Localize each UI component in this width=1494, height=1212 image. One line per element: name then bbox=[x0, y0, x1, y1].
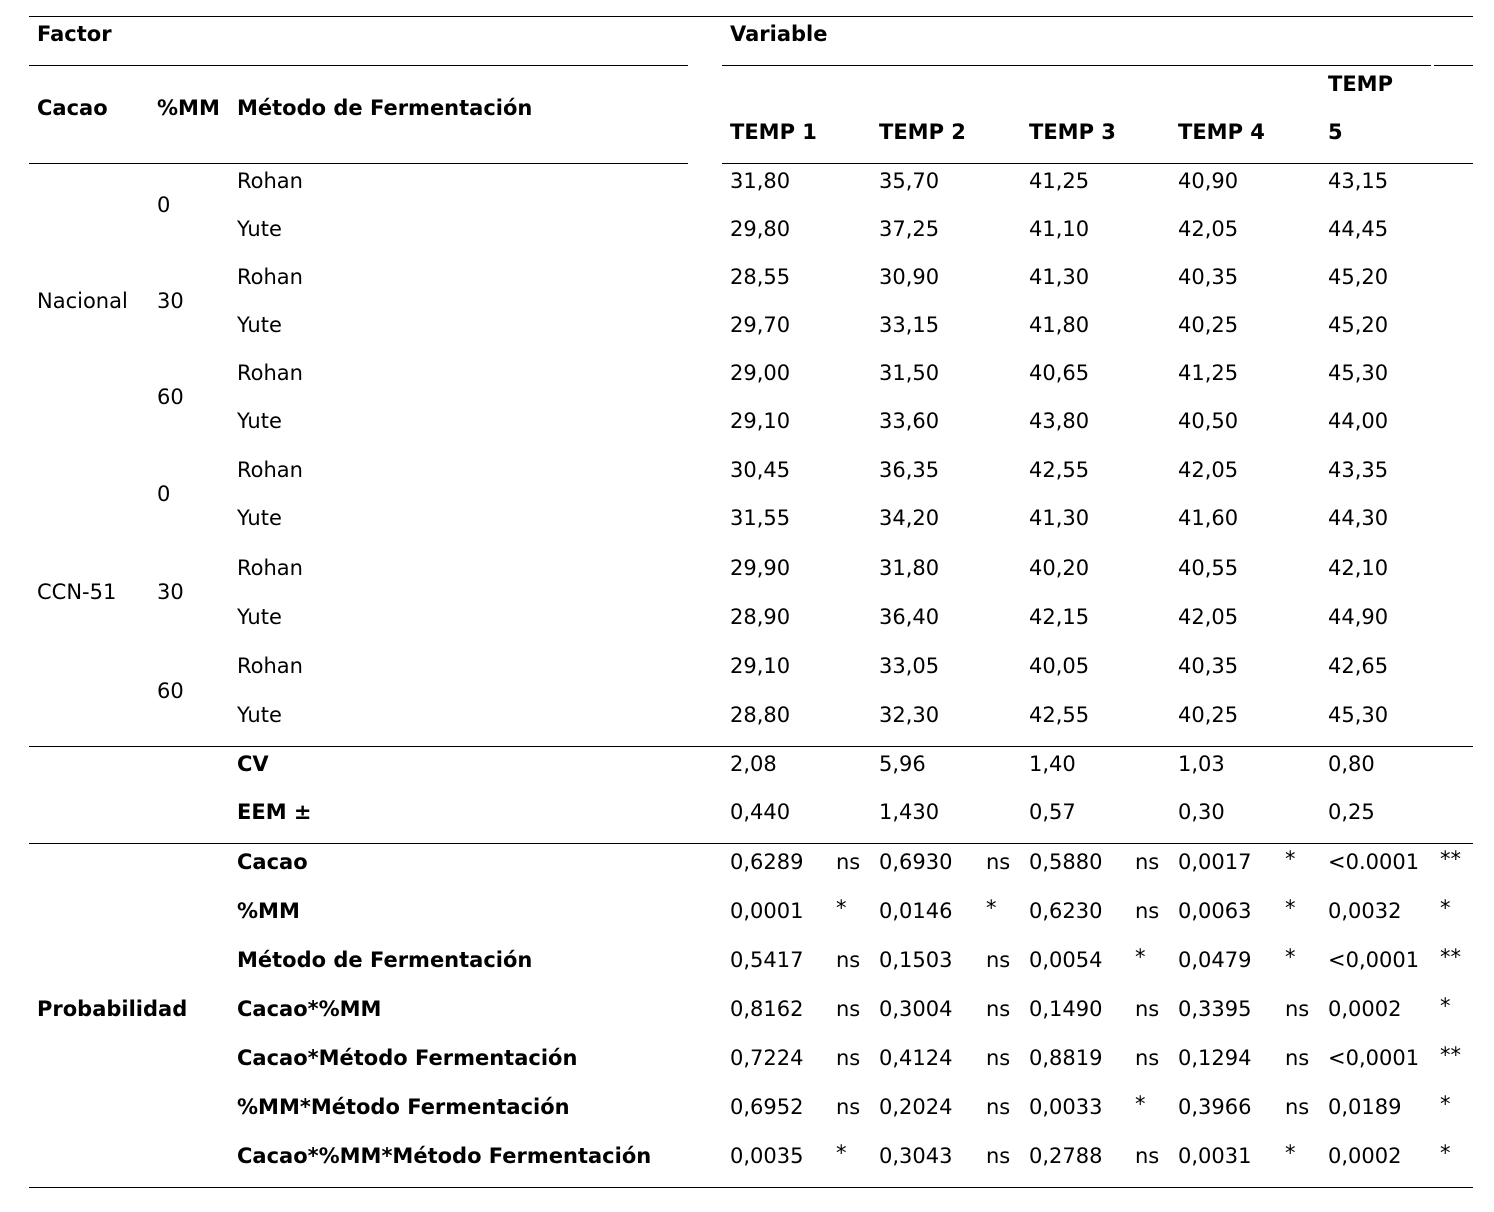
row-value: 33,15 bbox=[879, 313, 940, 337]
rule-factor bbox=[29, 65, 688, 66]
prob-significance: ns bbox=[1135, 850, 1160, 874]
row-value: 42,05 bbox=[1178, 217, 1239, 241]
row-value: 31,80 bbox=[730, 169, 791, 193]
prob-significance: * bbox=[1135, 945, 1146, 969]
prob-label: Método de Fermentación bbox=[237, 948, 533, 972]
prob-label: %MM bbox=[237, 899, 300, 923]
row-value: 28,80 bbox=[730, 703, 791, 727]
row-value: 44,30 bbox=[1328, 506, 1389, 530]
row-value: 41,25 bbox=[1029, 169, 1090, 193]
prob-label: Cacao*%MM*Método Fermentación bbox=[237, 1144, 652, 1168]
prob-value: 0,6230 bbox=[1029, 899, 1103, 923]
header-variable: Variable bbox=[730, 22, 828, 46]
row-method: Rohan bbox=[237, 556, 303, 580]
row-value: 42,55 bbox=[1029, 458, 1090, 482]
stat-value: 5,96 bbox=[879, 752, 926, 776]
prob-label: Cacao*Método Fermentación bbox=[237, 1046, 578, 1070]
prob-significance: ** bbox=[1440, 847, 1461, 871]
group-level: 0 bbox=[157, 482, 171, 506]
prob-significance: ns bbox=[1285, 1046, 1310, 1070]
prob-value: 0,0017 bbox=[1178, 850, 1252, 874]
prob-label: Cacao*%MM bbox=[237, 997, 382, 1021]
prob-significance: ns bbox=[1285, 1095, 1310, 1119]
prob-value: 0,5880 bbox=[1029, 850, 1103, 874]
prob-significance: * bbox=[836, 896, 847, 920]
row-value: 31,55 bbox=[730, 506, 791, 530]
rule-variable-end bbox=[1434, 65, 1473, 66]
group-level: 60 bbox=[157, 679, 184, 703]
prob-value: 0,5417 bbox=[730, 948, 804, 972]
row-value: 30,90 bbox=[879, 265, 940, 289]
row-method: Yute bbox=[237, 217, 282, 241]
row-value: 41,30 bbox=[1029, 506, 1090, 530]
rule-data-end bbox=[29, 746, 1473, 747]
group-level: 0 bbox=[157, 193, 171, 217]
prob-significance: ns bbox=[986, 1046, 1011, 1070]
header-metodo: Método de Fermentación bbox=[237, 96, 533, 120]
prob-value: 0,8819 bbox=[1029, 1046, 1103, 1070]
prob-significance: ns bbox=[986, 1095, 1011, 1119]
row-method: Yute bbox=[237, 605, 282, 629]
prob-value: 0,3043 bbox=[879, 1144, 953, 1168]
row-value: 40,90 bbox=[1178, 169, 1239, 193]
prob-value: 0,3395 bbox=[1178, 997, 1252, 1021]
row-value: 43,15 bbox=[1328, 169, 1389, 193]
row-value: 42,15 bbox=[1029, 605, 1090, 629]
prob-significance: * bbox=[836, 1141, 847, 1165]
row-value: 41,10 bbox=[1029, 217, 1090, 241]
row-value: 45,30 bbox=[1328, 703, 1389, 727]
prob-significance: ns bbox=[836, 850, 861, 874]
row-value: 40,35 bbox=[1178, 265, 1239, 289]
row-value: 40,65 bbox=[1029, 361, 1090, 385]
row-method: Yute bbox=[237, 409, 282, 433]
prob-value: 0,8162 bbox=[730, 997, 804, 1021]
row-value: 28,55 bbox=[730, 265, 791, 289]
row-value: 29,10 bbox=[730, 409, 791, 433]
rule-stats-end bbox=[29, 843, 1473, 844]
prob-value: 0,0146 bbox=[879, 899, 953, 923]
prob-significance: ns bbox=[836, 1095, 861, 1119]
row-value: 40,50 bbox=[1178, 409, 1239, 433]
prob-value: 0,3966 bbox=[1178, 1095, 1252, 1119]
prob-value: 0,0054 bbox=[1029, 948, 1103, 972]
row-value: 44,00 bbox=[1328, 409, 1389, 433]
row-value: 45,20 bbox=[1328, 265, 1389, 289]
prob-value: 0,0031 bbox=[1178, 1144, 1252, 1168]
row-method: Yute bbox=[237, 703, 282, 727]
prob-value: 0,0002 bbox=[1328, 997, 1402, 1021]
row-value: 42,10 bbox=[1328, 556, 1389, 580]
header-temp1: TEMP 1 bbox=[730, 120, 817, 144]
row-value: 40,20 bbox=[1029, 556, 1090, 580]
prob-significance: * bbox=[1440, 1141, 1451, 1165]
row-method: Rohan bbox=[237, 361, 303, 385]
row-value: 41,60 bbox=[1178, 506, 1239, 530]
header-cacao: Cacao bbox=[37, 96, 108, 120]
prob-value: 0,0033 bbox=[1029, 1095, 1103, 1119]
row-method: Rohan bbox=[237, 169, 303, 193]
row-value: 44,90 bbox=[1328, 605, 1389, 629]
header-temp3: TEMP 3 bbox=[1029, 120, 1116, 144]
prob-significance: ns bbox=[1135, 1046, 1160, 1070]
rule-variable bbox=[722, 65, 1431, 66]
row-value: 40,05 bbox=[1029, 654, 1090, 678]
row-value: 35,70 bbox=[879, 169, 940, 193]
rule-top bbox=[29, 16, 1473, 17]
row-value: 30,45 bbox=[730, 458, 791, 482]
row-value: 33,05 bbox=[879, 654, 940, 678]
prob-value: 0,1503 bbox=[879, 948, 953, 972]
row-value: 29,80 bbox=[730, 217, 791, 241]
prob-significance: ** bbox=[1440, 1043, 1461, 1067]
row-method: Rohan bbox=[237, 265, 303, 289]
prob-significance: * bbox=[1285, 847, 1296, 871]
header-factor: Factor bbox=[37, 22, 112, 46]
prob-value: 0,1294 bbox=[1178, 1046, 1252, 1070]
row-value: 43,35 bbox=[1328, 458, 1389, 482]
row-value: 29,90 bbox=[730, 556, 791, 580]
prob-significance: * bbox=[1285, 896, 1296, 920]
prob-label: %MM*Método Fermentación bbox=[237, 1095, 570, 1119]
group-level: 30 bbox=[157, 580, 184, 604]
prob-significance: ns bbox=[1135, 997, 1160, 1021]
stat-value: 0,25 bbox=[1328, 800, 1375, 824]
prob-significance: ns bbox=[1135, 899, 1160, 923]
group-level: 60 bbox=[157, 385, 184, 409]
prob-value: 0,0001 bbox=[730, 899, 804, 923]
stat-value: 0,30 bbox=[1178, 800, 1225, 824]
prob-significance: ns bbox=[836, 997, 861, 1021]
prob-significance: * bbox=[1440, 994, 1451, 1018]
row-value: 40,55 bbox=[1178, 556, 1239, 580]
row-value: 42,65 bbox=[1328, 654, 1389, 678]
row-method: Rohan bbox=[237, 654, 303, 678]
header-temp2: TEMP 2 bbox=[879, 120, 966, 144]
prob-significance: * bbox=[1440, 896, 1451, 920]
prob-value: <0,0001 bbox=[1328, 948, 1420, 972]
prob-value: 0,7224 bbox=[730, 1046, 804, 1070]
prob-significance: * bbox=[1135, 1092, 1146, 1116]
row-value: 43,80 bbox=[1029, 409, 1090, 433]
rule-bottom bbox=[29, 1187, 1473, 1188]
row-value: 40,35 bbox=[1178, 654, 1239, 678]
probability-label: Probabilidad bbox=[37, 997, 188, 1021]
prob-significance: ns bbox=[986, 997, 1011, 1021]
row-value: 37,25 bbox=[879, 217, 940, 241]
prob-significance: * bbox=[1440, 1092, 1451, 1116]
stat-value: 1,40 bbox=[1029, 752, 1076, 776]
row-value: 29,10 bbox=[730, 654, 791, 678]
prob-significance: * bbox=[986, 896, 997, 920]
prob-significance: ns bbox=[986, 948, 1011, 972]
stat-label: EEM ± bbox=[237, 800, 312, 824]
prob-significance: ns bbox=[986, 850, 1011, 874]
row-value: 36,40 bbox=[879, 605, 940, 629]
rule-header-left bbox=[29, 163, 688, 164]
group-cacao-nacional: Nacional bbox=[37, 289, 128, 313]
prob-value: 0,6930 bbox=[879, 850, 953, 874]
header-temp5-line1: TEMP bbox=[1328, 72, 1393, 96]
prob-value: 0,0035 bbox=[730, 1144, 804, 1168]
stat-label: CV bbox=[237, 752, 269, 776]
row-method: Rohan bbox=[237, 458, 303, 482]
row-value: 40,25 bbox=[1178, 703, 1239, 727]
prob-significance: * bbox=[1285, 945, 1296, 969]
prob-value: 0,0189 bbox=[1328, 1095, 1402, 1119]
row-value: 41,30 bbox=[1029, 265, 1090, 289]
prob-significance: ns bbox=[836, 1046, 861, 1070]
row-value: 34,20 bbox=[879, 506, 940, 530]
stat-value: 0,440 bbox=[730, 800, 791, 824]
header-mm: %MM bbox=[157, 96, 220, 120]
prob-value: 0,6952 bbox=[730, 1095, 804, 1119]
stat-value: 0,57 bbox=[1029, 800, 1076, 824]
stat-value: 1,430 bbox=[879, 800, 940, 824]
row-value: 42,05 bbox=[1178, 458, 1239, 482]
row-value: 42,05 bbox=[1178, 605, 1239, 629]
prob-value: 0,2024 bbox=[879, 1095, 953, 1119]
row-value: 36,35 bbox=[879, 458, 940, 482]
row-value: 40,25 bbox=[1178, 313, 1239, 337]
prob-significance: ns bbox=[986, 1144, 1011, 1168]
prob-value: <0.0001 bbox=[1328, 850, 1420, 874]
prob-significance: * bbox=[1285, 1141, 1296, 1165]
prob-value: 0,6289 bbox=[730, 850, 804, 874]
row-value: 42,55 bbox=[1029, 703, 1090, 727]
stat-value: 1,03 bbox=[1178, 752, 1225, 776]
prob-value: <0,0001 bbox=[1328, 1046, 1420, 1070]
row-value: 31,80 bbox=[879, 556, 940, 580]
prob-value: 0,4124 bbox=[879, 1046, 953, 1070]
row-value: 45,30 bbox=[1328, 361, 1389, 385]
row-value: 44,45 bbox=[1328, 217, 1389, 241]
prob-value: 0,0002 bbox=[1328, 1144, 1402, 1168]
prob-label: Cacao bbox=[237, 850, 308, 874]
prob-value: 0,0032 bbox=[1328, 899, 1402, 923]
prob-significance: ns bbox=[1285, 997, 1310, 1021]
prob-value: 0,1490 bbox=[1029, 997, 1103, 1021]
rule-header-right bbox=[722, 163, 1473, 164]
prob-significance: ns bbox=[836, 948, 861, 972]
group-cacao-ccn51: CCN-51 bbox=[37, 580, 117, 604]
header-temp5-line2: 5 bbox=[1328, 120, 1343, 144]
row-value: 31,50 bbox=[879, 361, 940, 385]
header-temp4: TEMP 4 bbox=[1178, 120, 1265, 144]
row-value: 32,30 bbox=[879, 703, 940, 727]
prob-value: 0,0063 bbox=[1178, 899, 1252, 923]
prob-value: 0,3004 bbox=[879, 997, 953, 1021]
prob-value: 0,2788 bbox=[1029, 1144, 1103, 1168]
row-value: 41,80 bbox=[1029, 313, 1090, 337]
prob-significance: ns bbox=[1135, 1144, 1160, 1168]
row-value: 29,00 bbox=[730, 361, 791, 385]
row-method: Yute bbox=[237, 313, 282, 337]
prob-significance: ** bbox=[1440, 945, 1461, 969]
row-value: 29,70 bbox=[730, 313, 791, 337]
row-value: 45,20 bbox=[1328, 313, 1389, 337]
prob-value: 0,0479 bbox=[1178, 948, 1252, 972]
row-value: 41,25 bbox=[1178, 361, 1239, 385]
row-value: 28,90 bbox=[730, 605, 791, 629]
stat-value: 2,08 bbox=[730, 752, 777, 776]
stat-value: 0,80 bbox=[1328, 752, 1375, 776]
row-method: Yute bbox=[237, 506, 282, 530]
group-level: 30 bbox=[157, 289, 184, 313]
row-value: 33,60 bbox=[879, 409, 940, 433]
